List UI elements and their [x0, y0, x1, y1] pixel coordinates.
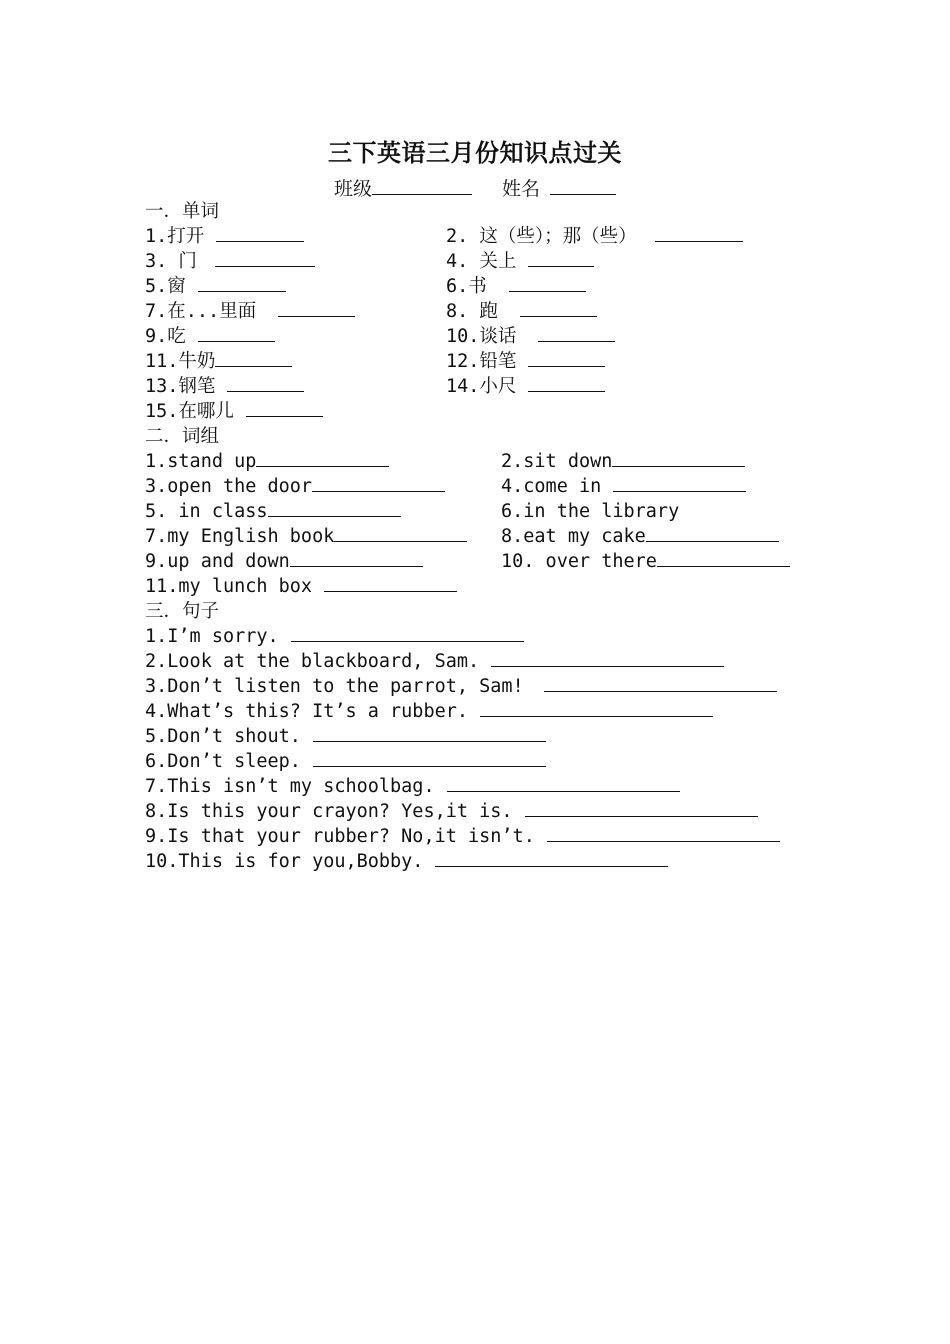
phrase-item: 5. in class	[145, 499, 401, 524]
phrase-item: 10. over there	[501, 549, 790, 574]
answer-blank[interactable]	[520, 300, 597, 317]
phrase-item: 1.stand up	[145, 449, 389, 474]
sentence-item: 8.Is this your crayon? Yes,it is.	[145, 799, 758, 824]
class-label: 班级	[333, 178, 372, 200]
page-title: 三下英语三月份知识点过关	[328, 139, 622, 167]
answer-blank[interactable]	[216, 225, 304, 242]
answer-blank[interactable]	[324, 575, 457, 592]
sentence-item: 10.This is for you,Bobby.	[145, 849, 668, 874]
answer-blank[interactable]	[538, 325, 615, 342]
answer-blank[interactable]	[334, 525, 467, 542]
answer-blank[interactable]	[528, 350, 605, 367]
class-name-row	[0, 174, 950, 201]
answer-blank[interactable]	[657, 550, 790, 567]
answer-blank[interactable]	[525, 800, 758, 817]
word-item: 10.谈话	[446, 324, 615, 349]
class-blank[interactable]	[372, 193, 472, 195]
sentence-item: 2.Look at the blackboard, Sam.	[145, 649, 724, 674]
section-heading-words: 一．单词	[145, 201, 220, 222]
word-item: 1.打开	[145, 224, 304, 249]
answer-blank[interactable]	[509, 275, 586, 292]
word-item: 7.在...里面	[145, 299, 355, 324]
word-item: 5.窗	[145, 274, 286, 299]
name-label: 姓名	[502, 178, 541, 200]
answer-blank[interactable]	[544, 675, 777, 692]
section-heading-sentences: 三．句子	[145, 601, 220, 622]
word-item: 15.在哪儿	[145, 399, 323, 424]
sentence-item: 7.This isn’t my schoolbag.	[145, 774, 680, 799]
answer-blank[interactable]	[646, 525, 779, 542]
sentence-item: 1.I’m sorry.	[145, 624, 524, 649]
answer-blank[interactable]	[291, 625, 524, 642]
section-heading-phrases: 二．词组	[145, 426, 220, 447]
phrase-item: 7.my English book	[145, 524, 467, 549]
answer-blank[interactable]	[198, 275, 286, 292]
answer-blank[interactable]	[313, 725, 546, 742]
word-item: 14.小尺	[446, 374, 605, 399]
phrase-item: 9.up and down	[145, 549, 423, 574]
answer-blank[interactable]	[655, 225, 743, 242]
sentence-item: 9.Is that your rubber? No,it isn’t.	[145, 824, 780, 849]
word-item: 11.牛奶	[145, 349, 292, 374]
answer-blank[interactable]	[447, 775, 680, 792]
answer-blank[interactable]	[613, 475, 746, 492]
answer-blank[interactable]	[278, 300, 355, 317]
answer-blank[interactable]	[612, 450, 745, 467]
answer-blank[interactable]	[215, 350, 292, 367]
answer-blank[interactable]	[268, 500, 401, 517]
sentence-item: 4.What’s this? It’s a rubber.	[145, 699, 713, 724]
phrase-item: 2.sit down	[501, 449, 745, 474]
sentence-item: 5.Don’t shout.	[145, 724, 546, 749]
phrase-item: 6.in the library	[501, 501, 680, 522]
answer-blank[interactable]	[528, 375, 605, 392]
word-item: 9.吃	[145, 324, 275, 349]
answer-blank[interactable]	[480, 700, 713, 717]
answer-blank[interactable]	[491, 650, 724, 667]
answer-blank[interactable]	[313, 750, 546, 767]
phrase-item: 11.my lunch box	[145, 574, 457, 599]
answer-blank[interactable]	[246, 400, 323, 417]
sentence-item: 3.Don’t listen to the parrot, Sam!	[145, 674, 777, 699]
phrase-item: 3.open the door	[145, 474, 445, 499]
phrase-item: 8.eat my cake	[501, 524, 779, 549]
answer-blank[interactable]	[435, 850, 668, 867]
answer-blank[interactable]	[256, 450, 389, 467]
word-item: 4. 关上	[446, 249, 594, 274]
word-item: 13.钢笔	[145, 374, 304, 399]
answer-blank[interactable]	[227, 375, 304, 392]
answer-blank[interactable]	[547, 825, 780, 842]
answer-blank[interactable]	[198, 325, 275, 342]
answer-blank[interactable]	[312, 475, 445, 492]
answer-blank[interactable]	[215, 250, 315, 267]
word-item: 3. 门	[145, 249, 315, 274]
name-blank[interactable]	[550, 193, 616, 195]
answer-blank[interactable]	[290, 550, 423, 567]
word-item: 2. 这（些）；那（些）	[446, 224, 743, 249]
answer-blank[interactable]	[528, 250, 594, 267]
phrase-item: 4.come in	[501, 474, 746, 499]
word-item: 12.铅笔	[446, 349, 605, 374]
sentence-item: 6.Don’t sleep.	[145, 749, 546, 774]
word-item: 8. 跑	[446, 299, 597, 324]
word-item: 6.书	[446, 274, 586, 299]
